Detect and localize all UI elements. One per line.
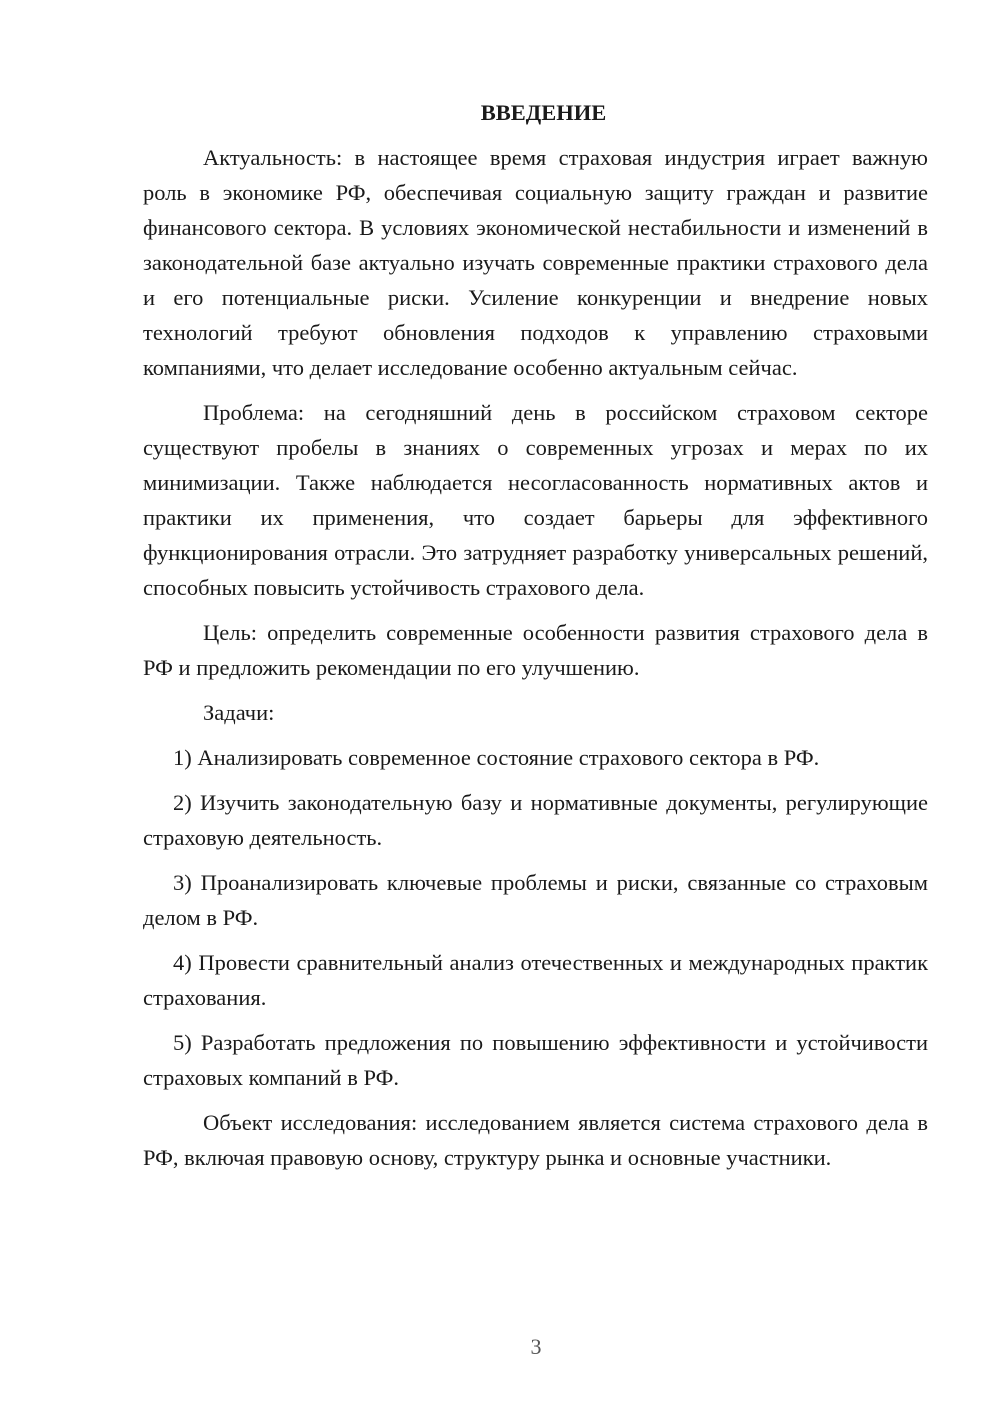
relevance-paragraph: Актуальность: в настоящее время страховая индустрия играет важную роль в экономике РФ, обеспечивая социальную защиту граждан и развитие финансового сектора. В условиях экономической нестабильности и изменений в законодательной базе актуально изучать современные практики страхового дела и его потенциальные риски. Усиление конкуренции и внедрение новых технологий требуют обновления подходов к управлению страховыми компаниями, что делает исследование особенно актуальным сейчас.	[143, 145, 928, 380]
tasks-label: Задачи:	[203, 700, 275, 725]
page-number: 3	[530, 1334, 542, 1359]
object-paragraph: Объект исследования: исследованием является система страхового дела в РФ, включая правовую основу, структуру рынка и основные участники.	[143, 1110, 928, 1170]
task-item-3: 3) Проанализировать ключевые проблемы и риски, связанные со страховым делом в РФ.	[143, 870, 928, 930]
problem-paragraph: Проблема: на сегодняшний день в российском страховом секторе существуют пробелы в знаниях о современных угрозах и мерах по их минимизации. Также наблюдается несогласованность нормативных актов и практики их применения, что создает барьеры для эффективного функционирования отрасли. Это затрудняет разработку универсальных решений, способных повысить устойчивость страхового дела.	[143, 400, 928, 600]
task-item-5: 5) Разработать предложения по повышению эффективности и устойчивости страховых компаний в РФ.	[143, 1030, 928, 1090]
goal-paragraph: Цель: определить современные особенности развития страхового дела в РФ и предложить рекомендации по его улучшению.	[143, 620, 928, 680]
page-title: ВВЕДЕНИЕ	[480, 100, 607, 125]
task-item-4: 4) Провести сравнительный анализ отечественных и международных практик страхования.	[143, 950, 928, 1010]
page-content	[143, 95, 928, 1185]
task-item-1: 1) Анализировать современное состояние страхового сектора в РФ.	[173, 745, 820, 770]
task-item-2: 2) Изучить законодательную базу и нормативные документы, регулирующие страховую деятельность.	[143, 790, 928, 850]
